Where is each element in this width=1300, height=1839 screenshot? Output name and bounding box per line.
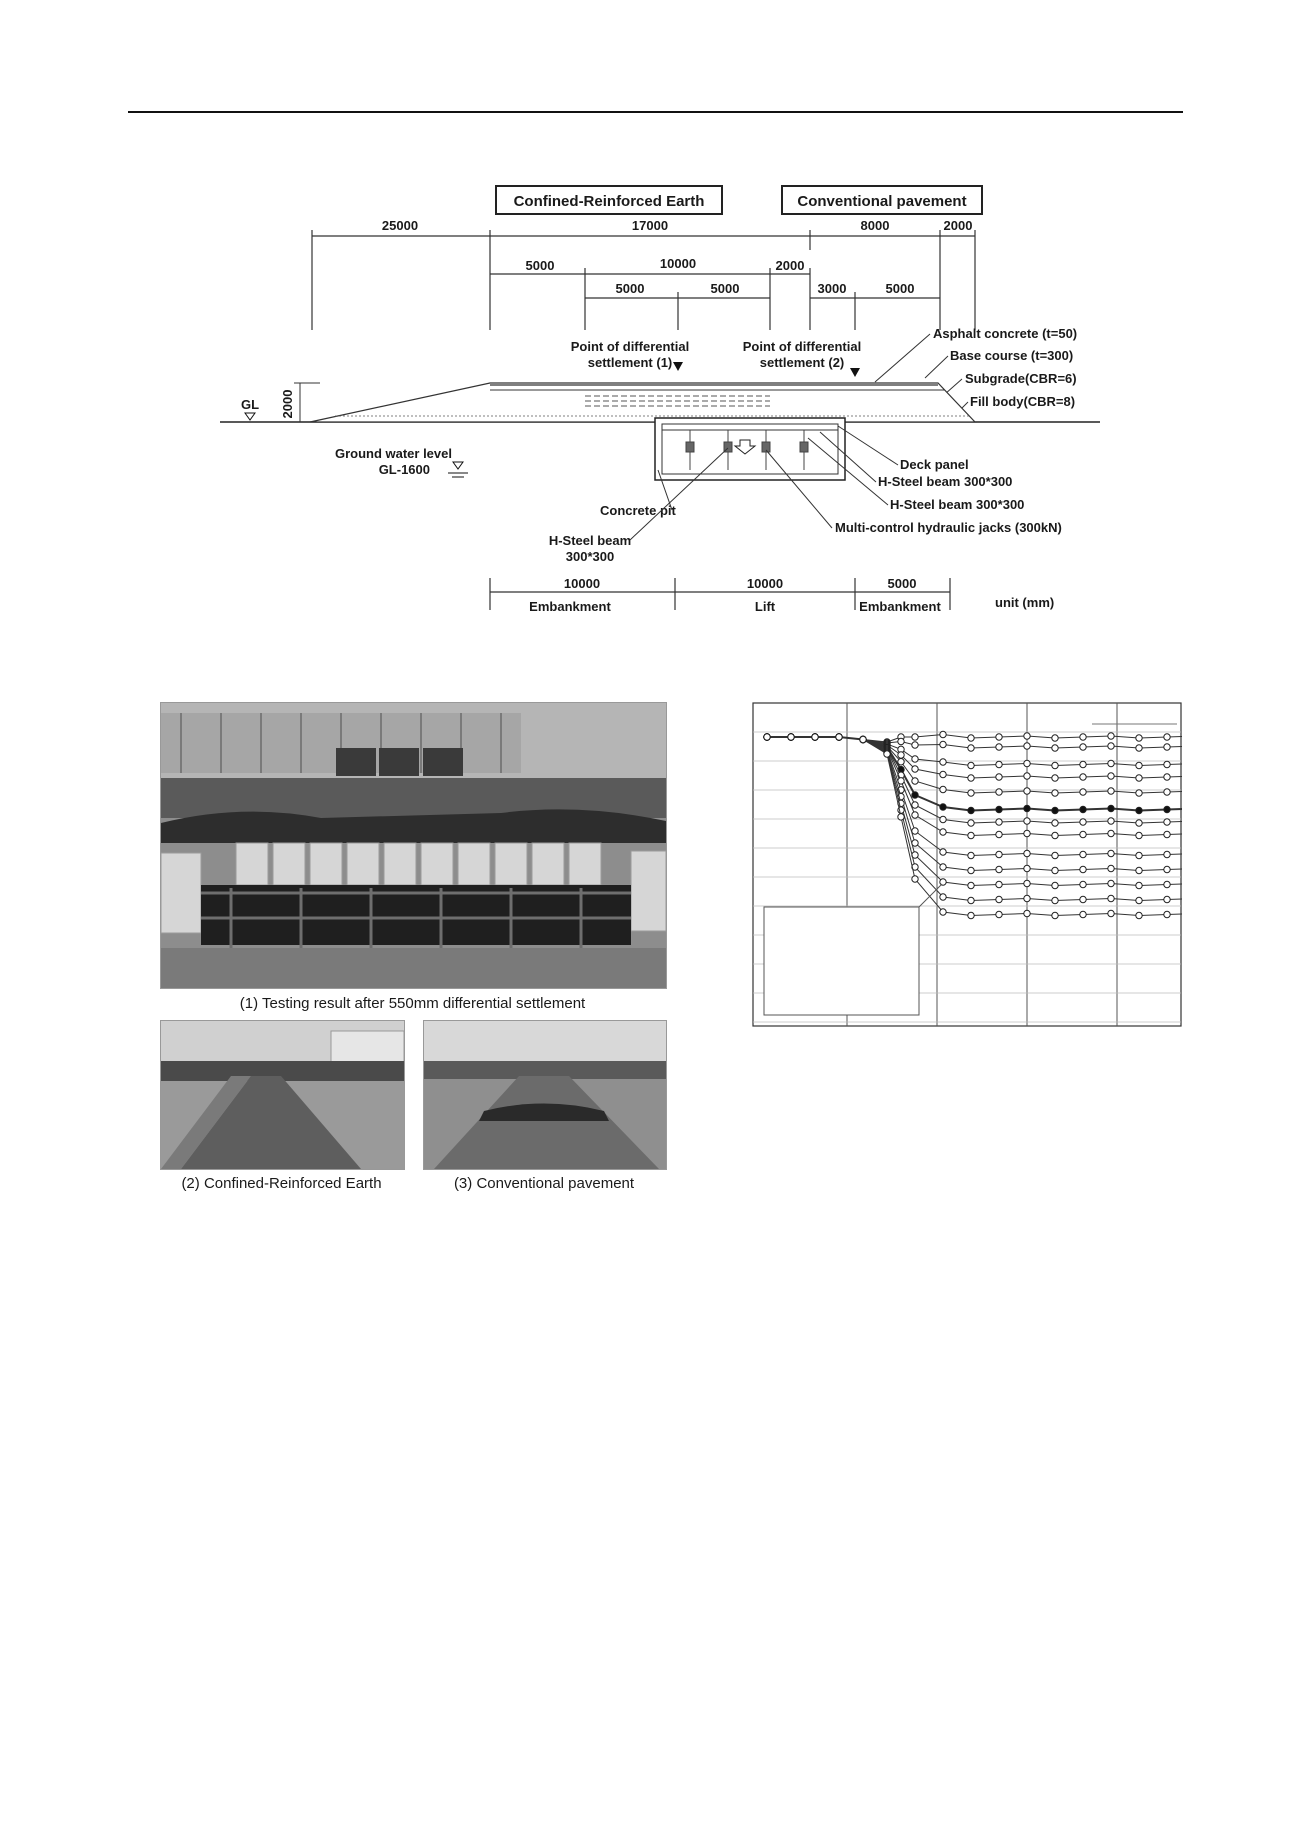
dim-2000-top: 2000	[943, 218, 973, 233]
series-point	[940, 879, 946, 885]
series-point	[996, 881, 1002, 887]
series-point	[898, 759, 904, 765]
series-point	[1080, 744, 1086, 750]
series-point	[1080, 881, 1086, 887]
dim-5000-b: 5000	[615, 281, 645, 296]
dim-bottom-10000-b: 10000	[746, 576, 784, 591]
series-point	[1164, 866, 1170, 872]
series-point	[1108, 818, 1114, 824]
series-point	[1080, 851, 1086, 857]
series-point	[940, 741, 946, 747]
series-point	[1136, 897, 1142, 903]
series-point	[1108, 788, 1114, 794]
settlement-chart-svg	[752, 702, 1182, 1027]
gwl-line1: Ground water level	[334, 446, 452, 461]
series-point	[1052, 775, 1058, 781]
series-point	[1052, 762, 1058, 768]
series-point	[1080, 819, 1086, 825]
hbeam3-line2: 300*300	[565, 549, 615, 564]
series-point	[968, 745, 974, 751]
series-point	[912, 742, 918, 748]
series-point	[1164, 896, 1170, 902]
photo-testing-result	[160, 702, 667, 989]
series-point	[912, 756, 918, 762]
series-point	[940, 759, 946, 765]
cross-section-svg	[210, 180, 1110, 630]
series-point	[1164, 881, 1170, 887]
series-point	[1108, 773, 1114, 779]
series-point	[1164, 911, 1170, 917]
series-point	[884, 751, 890, 757]
photo-conventional	[423, 1020, 667, 1170]
series-point	[912, 766, 918, 772]
series-point	[1108, 910, 1114, 916]
series-point	[996, 831, 1002, 837]
series-point	[996, 744, 1002, 750]
series-point	[1024, 880, 1030, 886]
series-point	[1164, 734, 1170, 740]
series-point	[912, 778, 918, 784]
photo-conv-svg	[424, 1021, 666, 1169]
series-point	[1136, 867, 1142, 873]
dim-2000-mid: 2000	[775, 258, 805, 273]
series-point	[1024, 895, 1030, 901]
caption-photo1: (1) Testing result after 550mm differential settlement	[239, 995, 586, 1012]
series-point	[940, 829, 946, 835]
cross-section-diagram	[210, 180, 1110, 630]
series-point	[912, 812, 918, 818]
series-point	[940, 816, 946, 822]
hbeam3-line1: H-Steel beam	[548, 533, 632, 548]
series-point	[968, 775, 974, 781]
gl-label: GL	[240, 397, 260, 412]
series-point	[1080, 789, 1086, 795]
series-point	[968, 852, 974, 858]
series-point	[1080, 866, 1086, 872]
series-point	[996, 896, 1002, 902]
point2-line1: Point of differential	[742, 339, 862, 354]
series-point	[996, 911, 1002, 917]
dim-3000: 3000	[817, 281, 847, 296]
series-point	[940, 731, 946, 737]
concrete-pit-label: Concrete pit	[600, 503, 676, 518]
photo-cre-svg	[161, 1021, 404, 1169]
series-point	[1052, 820, 1058, 826]
dim-5000-c: 5000	[710, 281, 740, 296]
series-point	[996, 761, 1002, 767]
series-point	[860, 736, 866, 742]
zone-lift: Lift	[754, 599, 776, 614]
series-point	[898, 752, 904, 758]
series-point	[1164, 744, 1170, 750]
series-point	[1136, 832, 1142, 838]
series-point	[968, 832, 974, 838]
height-2000-label: 2000	[280, 389, 295, 419]
series-point	[1052, 790, 1058, 796]
cre-title: Confined-Reinforced Earth	[513, 193, 705, 210]
zone-embankment-left: Embankment	[529, 599, 611, 614]
series-point	[1108, 733, 1114, 739]
gl-marker-icon	[245, 413, 255, 420]
series-point	[1024, 733, 1030, 739]
series-point	[1052, 745, 1058, 751]
series-point	[1052, 735, 1058, 741]
series-point	[1080, 896, 1086, 902]
point2-line2: settlement (2)	[759, 355, 845, 370]
settlement-chart	[752, 702, 1182, 1027]
series-point	[898, 738, 904, 744]
series-point	[1136, 882, 1142, 888]
series-point	[1136, 735, 1142, 741]
series-point	[1136, 790, 1142, 796]
series-point	[1080, 761, 1086, 767]
series-point	[1052, 852, 1058, 858]
point2-marker-icon	[850, 368, 860, 377]
conv-title: Conventional pavement	[797, 193, 967, 210]
series-point	[1080, 831, 1086, 837]
series-point	[996, 806, 1002, 812]
series-point	[996, 819, 1002, 825]
series-point	[1136, 912, 1142, 918]
series-point	[968, 807, 974, 813]
series-point	[1024, 760, 1030, 766]
water-level-icon	[453, 462, 463, 469]
series-point	[940, 804, 946, 810]
caption-photo3: (3) Conventional pavement	[453, 1175, 635, 1192]
caption-photo2: (2) Confined-Reinforced Earth	[181, 1175, 382, 1192]
series-point	[1024, 788, 1030, 794]
unit-label: unit (mm)	[995, 595, 1055, 610]
series-point	[912, 734, 918, 740]
series-point	[1136, 745, 1142, 751]
series-point	[968, 820, 974, 826]
series-point	[968, 762, 974, 768]
series-point	[898, 814, 904, 820]
series-point	[968, 735, 974, 741]
hbeam2-label: H-Steel beam 300*300	[890, 497, 1025, 512]
series-point	[1080, 774, 1086, 780]
series-point	[940, 849, 946, 855]
series-point	[1164, 789, 1170, 795]
series-point	[1052, 807, 1058, 813]
jacks-label: Multi-control hydraulic jacks (300kN)	[835, 520, 1062, 535]
series-point	[1136, 820, 1142, 826]
series-point	[1108, 743, 1114, 749]
series-point	[836, 734, 842, 740]
series-point	[968, 882, 974, 888]
series-point	[788, 734, 794, 740]
series-point	[996, 866, 1002, 872]
dim-25000: 25000	[381, 218, 419, 233]
series-point	[1136, 775, 1142, 781]
series-point	[940, 786, 946, 792]
series-point	[1052, 832, 1058, 838]
hbeam1-label: H-Steel beam 300*300	[878, 474, 1013, 489]
point1-marker-icon	[673, 362, 683, 371]
series-point	[1024, 805, 1030, 811]
series-point	[1080, 806, 1086, 812]
series-point	[912, 828, 918, 834]
photo-testing-svg	[161, 703, 666, 988]
base-course-label: Base course (t=300)	[950, 348, 1074, 363]
series-point	[1108, 850, 1114, 856]
series-point	[912, 802, 918, 808]
photo-cre	[160, 1020, 405, 1170]
series-point	[1024, 773, 1030, 779]
series-point	[968, 790, 974, 796]
series-point	[940, 771, 946, 777]
series-point	[968, 912, 974, 918]
dim-5000-d: 5000	[885, 281, 915, 296]
point1-line2: settlement (1)	[587, 355, 673, 370]
subgrade-label: Subgrade(CBR=6)	[965, 371, 1077, 386]
series-point	[764, 734, 770, 740]
series-point	[1136, 762, 1142, 768]
series-point	[940, 894, 946, 900]
series-point	[1080, 911, 1086, 917]
series-point	[1108, 805, 1114, 811]
series-point	[1052, 912, 1058, 918]
series-point	[1052, 897, 1058, 903]
series-point	[1024, 865, 1030, 871]
series-point	[940, 909, 946, 915]
dim-8000: 8000	[860, 218, 890, 233]
header-rule	[128, 111, 1183, 113]
series-point	[812, 734, 818, 740]
asphalt-label: Asphalt concrete (t=50)	[933, 326, 1078, 341]
series-point	[1108, 880, 1114, 886]
series-point	[1164, 831, 1170, 837]
series-point	[1052, 882, 1058, 888]
series-point	[1164, 761, 1170, 767]
series-point	[1024, 743, 1030, 749]
series-point	[1164, 819, 1170, 825]
series-point	[968, 867, 974, 873]
series-point	[912, 792, 918, 798]
series-point	[1024, 850, 1030, 856]
series-point	[996, 851, 1002, 857]
legend-box	[764, 907, 919, 1015]
series-point	[1108, 895, 1114, 901]
series-point	[1024, 830, 1030, 836]
zone-embankment-right: Embankment	[859, 599, 941, 614]
series-point	[968, 897, 974, 903]
series-point	[1080, 734, 1086, 740]
fill-body-label: Fill body(CBR=8)	[970, 394, 1076, 409]
series-point	[1108, 865, 1114, 871]
series-point	[940, 864, 946, 870]
series-point	[1136, 852, 1142, 858]
series-point	[996, 774, 1002, 780]
dim-bottom-5000: 5000	[887, 576, 917, 591]
dim-10000: 10000	[659, 256, 697, 271]
series-point	[996, 734, 1002, 740]
deck-panel-label: Deck panel	[900, 457, 969, 472]
series-point	[996, 789, 1002, 795]
series-point	[1136, 807, 1142, 813]
point1-line1: Point of differential	[570, 339, 690, 354]
dim-17000: 17000	[631, 218, 669, 233]
series-point	[1108, 830, 1114, 836]
series-point	[912, 876, 918, 882]
series-point	[1024, 910, 1030, 916]
dim-bottom-10000-a: 10000	[563, 576, 601, 591]
series-point	[1164, 774, 1170, 780]
gwl-line2: GL-1600	[378, 462, 430, 477]
dim-5000-a: 5000	[525, 258, 555, 273]
top-dimension-lines	[312, 230, 975, 330]
series-point	[1108, 760, 1114, 766]
series-point	[1024, 818, 1030, 824]
series-point	[1164, 806, 1170, 812]
series-point	[1052, 867, 1058, 873]
series-point	[1164, 851, 1170, 857]
